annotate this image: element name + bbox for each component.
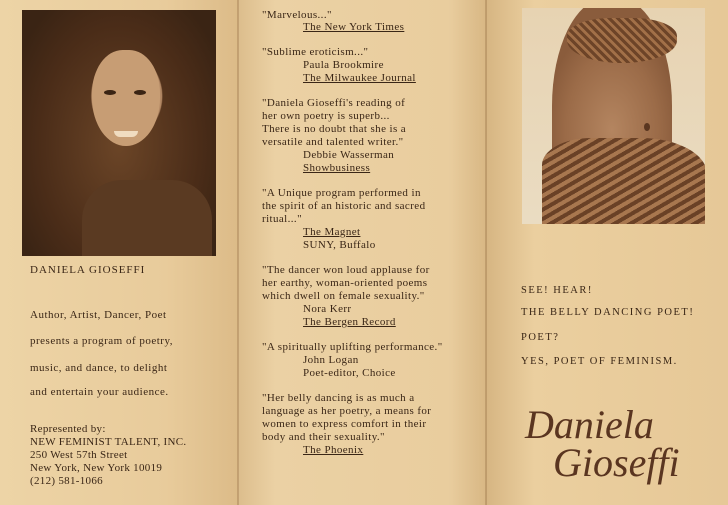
quote-source: The Milwaukee Journal bbox=[303, 72, 416, 84]
quote-text: body and their sexuality." bbox=[262, 431, 385, 443]
quote-source: Poet-editor, Choice bbox=[303, 367, 396, 379]
quote-text: "A Unique program performed in bbox=[262, 187, 421, 199]
quote-text: "Sublime eroticism..." bbox=[262, 46, 369, 58]
quote-author: Paula Brookmire bbox=[303, 59, 384, 71]
quote-author: Debbie Wasserman bbox=[303, 149, 395, 161]
quote-text: "Marvelous..." bbox=[262, 9, 332, 21]
intro-line: Author, Artist, Dancer, Poet bbox=[30, 309, 167, 321]
agency-street: 250 West 57th Street bbox=[30, 449, 128, 461]
represented-by-label: Represented by: bbox=[30, 423, 106, 435]
quote-text: "Her belly dancing is as much a bbox=[262, 392, 415, 404]
quote-text: language as her poetry, a means for bbox=[262, 405, 432, 417]
tagline: THE BELLY DANCING POET! bbox=[521, 307, 695, 318]
agency-phone: (212) 581-1066 bbox=[30, 475, 103, 487]
quote-source: The Bergen Record bbox=[303, 316, 396, 328]
quote-source: Showbusiness bbox=[303, 162, 371, 174]
quote-text: her earthy, woman-oriented poems bbox=[262, 277, 428, 289]
quote-text: the spirit of an historic and sacred bbox=[262, 200, 426, 212]
quote-text: "The dancer won loud applause for bbox=[262, 264, 430, 276]
intro-line: presents a program of poetry, bbox=[30, 335, 173, 347]
quote-text: "Daniela Gioseffi's reading of bbox=[262, 97, 406, 109]
quote-source: The New York Times bbox=[303, 21, 405, 33]
quote-text: her own poetry is superb... bbox=[262, 110, 390, 122]
agency-city: New York, New York 10019 bbox=[30, 462, 163, 474]
intro-line: music, and dance, to delight bbox=[30, 362, 168, 374]
agency-name: NEW FEMINIST TALENT, INC. bbox=[30, 436, 187, 448]
quote-source: The Magnet bbox=[303, 226, 361, 238]
signature-last-name: Gioseffi bbox=[553, 440, 680, 485]
quote-text: versatile and talented writer." bbox=[262, 136, 404, 148]
name-signature bbox=[525, 402, 680, 485]
quote-author: Nora Kerr bbox=[303, 303, 352, 315]
quote-text: There is no doubt that she is a bbox=[262, 123, 407, 135]
signature-first-name: Daniela bbox=[525, 402, 654, 447]
fold-line-left bbox=[237, 0, 239, 505]
tagline: SEE! HEAR! bbox=[521, 285, 593, 296]
quote-source: The Phoenix bbox=[303, 444, 364, 456]
portrait-photo bbox=[22, 10, 216, 256]
belly-dancer-photo bbox=[522, 8, 705, 224]
quote-text: ritual..." bbox=[262, 213, 302, 225]
quote-text: women to express comfort in their bbox=[262, 418, 427, 430]
portrait-caption: DANIELA GIOSEFFI bbox=[30, 264, 146, 276]
quote-author: John Logan bbox=[303, 354, 359, 366]
fold-line-right bbox=[485, 0, 487, 505]
quote-text: "A spiritually uplifting performance." bbox=[262, 341, 443, 353]
quote-text: which dwell on female sexuality." bbox=[262, 290, 425, 302]
intro-line: and entertain your audience. bbox=[30, 386, 169, 398]
quote-source-affiliation: SUNY, Buffalo bbox=[303, 239, 376, 251]
tagline: POET? bbox=[521, 332, 560, 343]
tagline: YES, POET OF FEMINISM. bbox=[521, 356, 678, 367]
